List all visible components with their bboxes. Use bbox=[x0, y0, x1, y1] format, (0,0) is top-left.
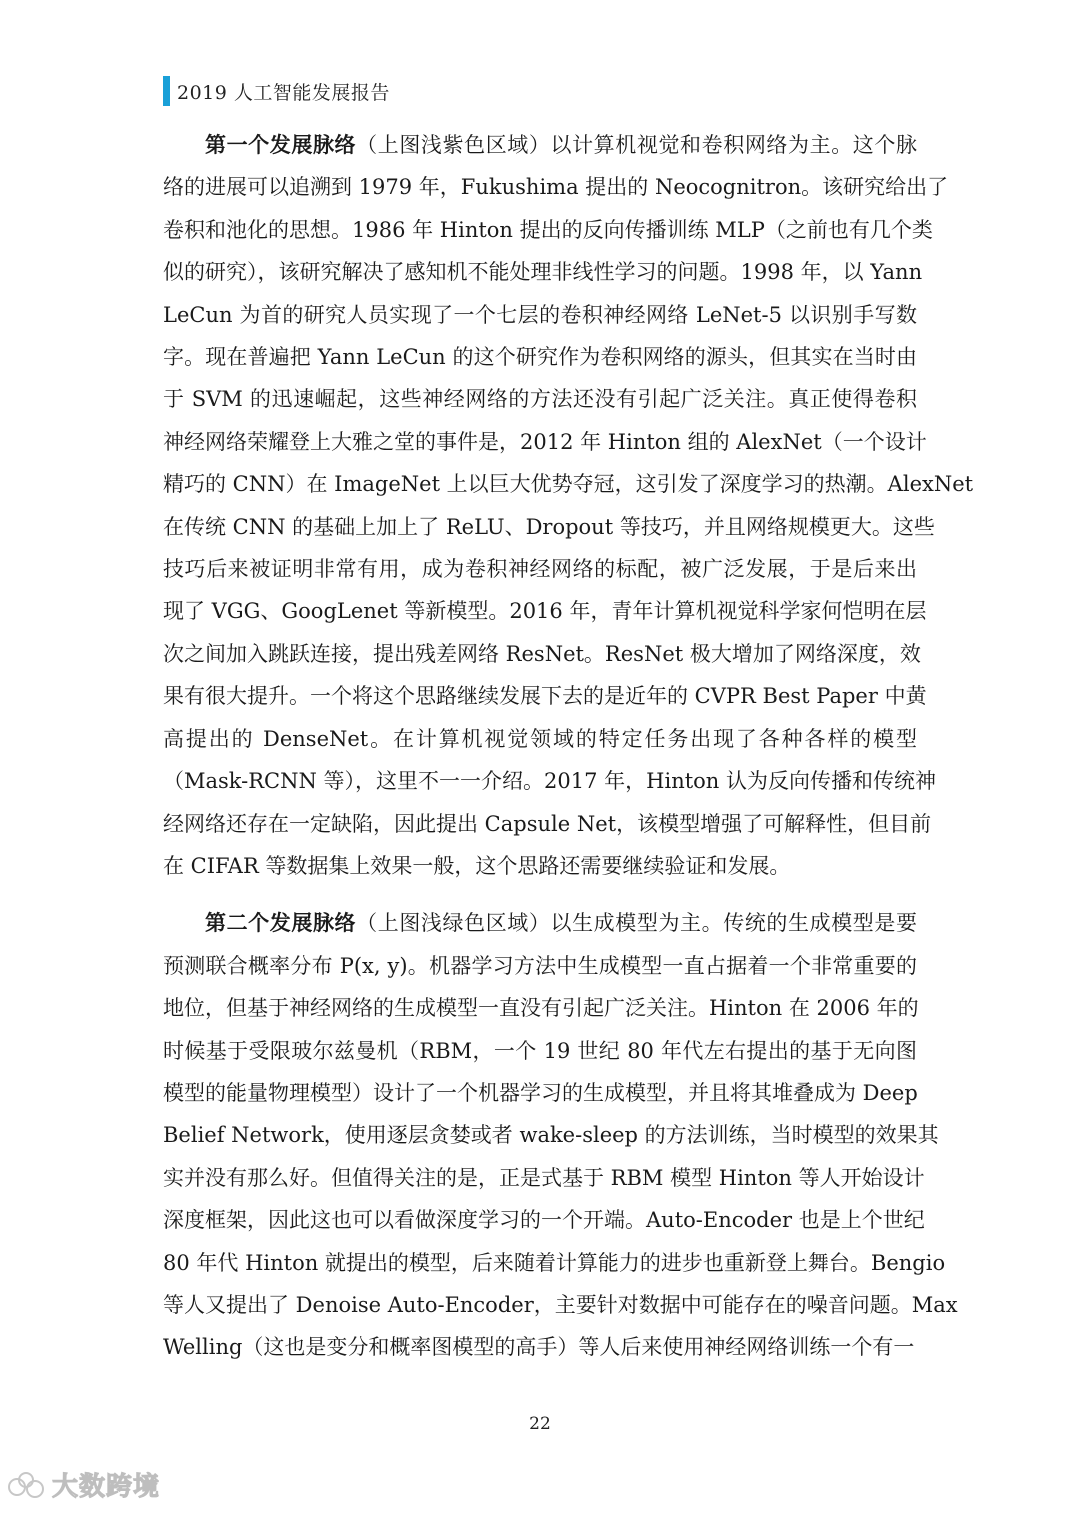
page-header bbox=[163, 74, 390, 108]
text-line-content: 字。现在普遍把 Yann LeCun 的这个研究作为卷积网络的源头，但其实在当时由 bbox=[163, 345, 917, 370]
text-line-content: 神经网络荣耀登上大雅之堂的事件是，2012 年 Hinton 组的 AlexNet（一个设计 bbox=[163, 429, 927, 454]
text-line-content: 预测联合概率分布 P(x, y)。机器学习方法中生成模型一直占据着一个非常重要的 bbox=[163, 953, 917, 978]
paragraph-lead: 第二个发展脉络 bbox=[205, 911, 357, 936]
text-line-content: 络的进展可以追溯到 1979 年，Fukushima 提出的 Neocognitron。该研究给出了 bbox=[163, 175, 949, 200]
text-line bbox=[163, 166, 949, 208]
text-line-content: 时候基于受限玻尔兹曼机（RBM，一个 19 世纪 80 年代左右提出的基于无向图 bbox=[163, 1038, 917, 1063]
header-accent-bar bbox=[163, 76, 170, 106]
text-line bbox=[163, 294, 917, 336]
text-line bbox=[163, 209, 933, 251]
text-line-content: 于 SVM 的迅速崛起，这些神经网络的方法还没有引起广泛关注。真正使得卷积 bbox=[163, 387, 917, 412]
text-line-content: （Mask-RCNN 等），这里不一一介绍。2017 年，Hinton 认为反向传播和传统神 bbox=[163, 769, 937, 794]
text-line-content: LeCun 为首的研究人员实现了一个七层的卷积神经网络 LeNet-5 以识别手写数 bbox=[163, 302, 917, 327]
text-line-content: （上图浅绿色区域）以生成模型为主。传统的生成模型是要 bbox=[356, 911, 917, 936]
text-line-content: Belief Network，使用逐层贪婪或者 wake-sleep 的方法训练，当时模型的效果其 bbox=[163, 1123, 939, 1148]
text-line bbox=[163, 336, 917, 378]
text-line bbox=[163, 760, 937, 802]
text-line-content: 地位，但基于神经网络的生成模型一直没有引起广泛关注。Hinton 在 2006 年的 bbox=[163, 996, 919, 1021]
text-line bbox=[163, 251, 923, 293]
watermark bbox=[8, 1466, 160, 1503]
text-line bbox=[163, 548, 917, 590]
text-line-content: 现了 VGG、GoogLenet 等新模型。2016 年，青年计算机视觉科学家何恺明在层 bbox=[163, 599, 927, 624]
text-line-content: 80 年代 Hinton 就提出的模型，后来随着计算能力的进步也重新登上舞台。Bengio bbox=[163, 1250, 946, 1275]
text-line-content: 似的研究），该研究解决了感知机不能处理非线性学习的问题。1998 年，以 Yann bbox=[163, 260, 923, 285]
watermark-text: 大数跨境 bbox=[52, 1472, 161, 1502]
text-line-content: 精巧的 CNN）在 ImageNet 上以巨大优势夺冠，这引发了深度学习的热潮。AlexNet bbox=[163, 472, 974, 497]
page-number: 22 bbox=[529, 1414, 551, 1434]
text-line bbox=[163, 1242, 946, 1284]
paragraph-generative bbox=[163, 902, 958, 1368]
text-line bbox=[163, 463, 974, 505]
text-line-content: 在传统 CNN 的基础上加上了 ReLU、Dropout 等技巧，并且网络规模更大。这些 bbox=[163, 514, 935, 539]
text-line-content: 高提出的 DenseNet。在计算机视觉领域的特定任务出现了各种各样的模型 bbox=[163, 726, 917, 751]
header-title: 2019 人工智能发展报告 bbox=[177, 81, 390, 104]
paragraph-cnn bbox=[163, 124, 974, 887]
text-line bbox=[163, 506, 935, 548]
text-line bbox=[163, 675, 927, 717]
logo-rings-icon bbox=[8, 1470, 44, 1500]
text-line bbox=[163, 1072, 917, 1114]
text-line bbox=[163, 1030, 917, 1072]
text-line bbox=[163, 590, 927, 632]
text-line-content: 在 CIFAR 等数据集上效果一般，这个思路还需要继续验证和发展。 bbox=[163, 853, 791, 878]
text-line bbox=[163, 1199, 925, 1241]
text-line-content: 经网络还存在一定缺陷，因此提出 Capsule Net，该模型增强了可解释性，但目前 bbox=[163, 811, 932, 836]
text-line-content: （上图浅紫色区域）以计算机视觉和卷积网络为主。这个脉 bbox=[356, 133, 917, 157]
text-line bbox=[163, 902, 917, 944]
text-line bbox=[163, 1114, 939, 1156]
text-line bbox=[163, 945, 917, 987]
text-line-content: 实并没有那么好。但值得关注的是，正是式基于 RBM 模型 Hinton 等人开始设计 bbox=[163, 1165, 925, 1190]
text-line bbox=[163, 1326, 917, 1368]
text-line bbox=[163, 633, 921, 675]
text-line-content: 模型的能量物理模型）设计了一个机器学习的生成模型，并且将其堆叠成为 Deep bbox=[163, 1080, 918, 1105]
paragraph-lead: 第一个发展脉络 bbox=[205, 133, 357, 157]
text-line bbox=[163, 1157, 925, 1199]
text-line-content: 等人又提出了 Denoise Auto-Encoder，主要针对数据中可能存在的噪音问题。Max bbox=[163, 1292, 958, 1317]
text-line bbox=[163, 987, 917, 1029]
text-line-content: 次之间加入跳跃连接，提出残差网络 ResNet。ResNet 极大增加了网络深度，效 bbox=[163, 641, 921, 666]
text-line bbox=[163, 124, 917, 166]
text-line bbox=[163, 803, 932, 845]
text-line-content: 技巧后来被证明非常有用，成为卷积神经网络的标配，被广泛发展，于是后来出 bbox=[163, 557, 917, 582]
text-line bbox=[163, 845, 917, 887]
text-line-content: 卷积和池化的思想。1986 年 Hinton 提出的反向传播训练 MLP（之前也有几个类 bbox=[163, 217, 933, 242]
text-line bbox=[163, 421, 927, 463]
text-line-content: Welling（这也是变分和概率图模型的高手）等人后来使用神经网络训练一个有一 bbox=[163, 1335, 915, 1360]
document-body bbox=[163, 124, 974, 1369]
text-line bbox=[163, 718, 917, 760]
text-line bbox=[163, 1284, 958, 1326]
text-line-content: 深度框架，因此这也可以看做深度学习的一个开端。Auto-Encoder 也是上个世纪 bbox=[163, 1208, 925, 1233]
text-line-content: 果有很大提升。一个将这个思路继续发展下去的是近年的 CVPR Best Paper 中黄 bbox=[163, 684, 927, 709]
text-line bbox=[163, 378, 917, 420]
